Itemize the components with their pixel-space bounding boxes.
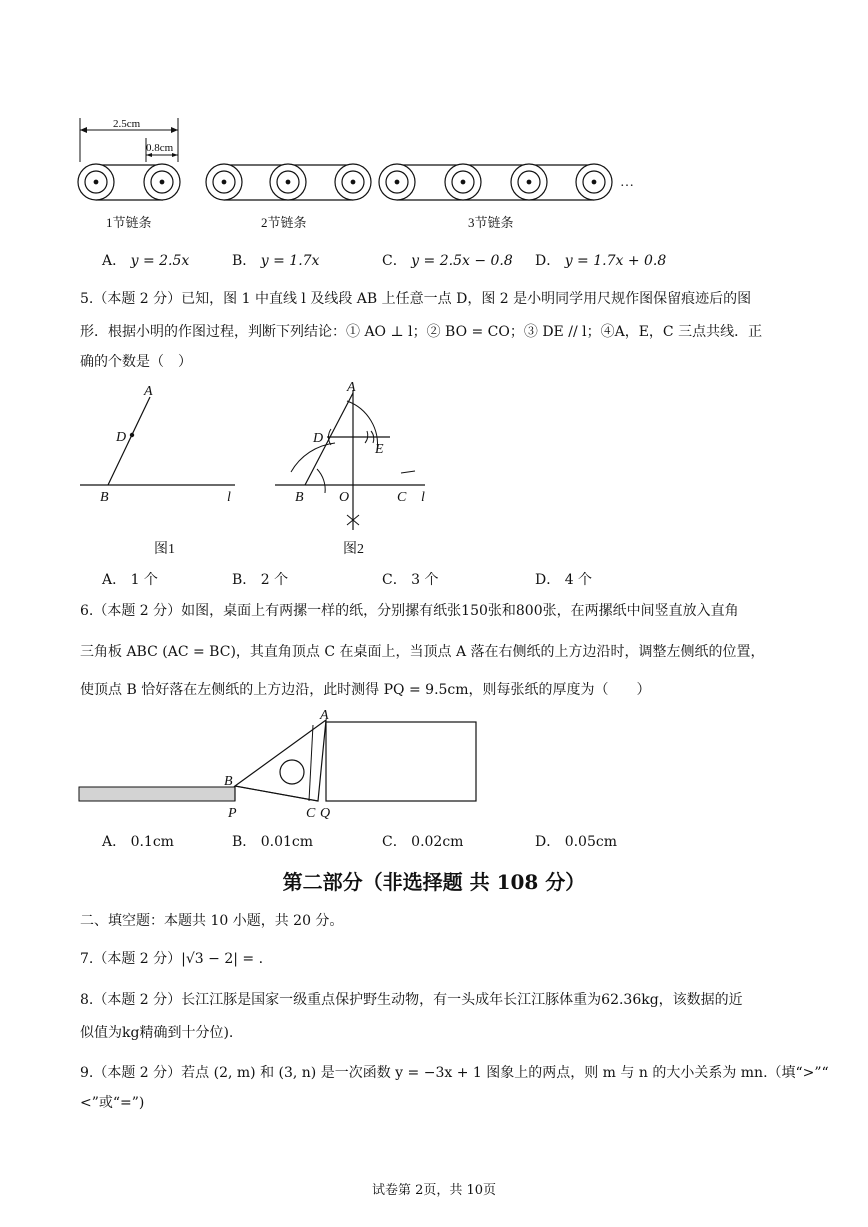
fig1-label-a: A: [144, 384, 153, 399]
ellipsis: …: [620, 175, 634, 190]
fig2-label-b: B: [295, 490, 304, 505]
fig1-label-d: D: [116, 430, 127, 445]
fig6-label-a: A: [320, 708, 329, 723]
q5-option-a: A． 1 个: [102, 572, 158, 588]
q5-figure-1: [70, 375, 250, 565]
q8-line-2: 似值为kg精确到十分位).: [80, 1025, 234, 1041]
q5-line-3: 确的个数是（ ）: [80, 354, 192, 370]
q7-text: 7.（本题 2 分）|√3 − 2| = .: [80, 951, 264, 967]
q5-option-c: C． 3 个: [382, 572, 439, 588]
q6-line-2: 三角板 ABC (AC = BC)，其直角顶点 C 在桌面上，当顶点 A 落在右侧纸的上方边沿时，调整左侧纸的位置，: [80, 644, 765, 660]
fig2-label-l: l: [421, 490, 425, 505]
chain-figure: [70, 110, 670, 240]
fig6-label-b: B: [224, 774, 233, 789]
q9-line-2: <”或“=”): [80, 1095, 145, 1111]
q5-option-b: B． 2 个: [232, 572, 289, 588]
q6-figure: [70, 705, 490, 825]
page-footer: 试卷第 2页，共 10页: [371, 1183, 497, 1198]
q4-option-c: C． y = 2.5x − 0.8: [382, 253, 513, 269]
fig2-label-e: E: [375, 442, 384, 457]
fig1-caption: 图1: [154, 542, 175, 557]
fig2-caption: 图2: [343, 542, 364, 557]
q5-option-d: D． 4 个: [535, 572, 593, 588]
fig2-label-c: C: [397, 490, 407, 505]
q6-option-d: D． 0.05cm: [535, 834, 617, 850]
label-2-link: 2节链条: [261, 215, 307, 230]
fig1-label-b: B: [100, 490, 109, 505]
label-3-link: 3节链条: [468, 215, 514, 230]
q6-option-a: A． 0.1cm: [102, 834, 174, 850]
fig2-label-o: O: [339, 490, 350, 505]
q9-line-1: 9.（本题 2 分）若点 (2, m) 和 (3, n) 是一次函数 y = −3x + 1 图象上的两点，则 m 与 n 的大小关系为 mn.（填“>”“: [80, 1065, 829, 1081]
label-1-link: 1节链条: [106, 215, 152, 230]
q6-option-c: C． 0.02cm: [382, 834, 464, 850]
fig1-label-l: l: [227, 490, 231, 505]
q8-line-1: 8.（本题 2 分）长江江豚是国家一级重点保护野生动物，有一头成年长江江豚体重为62.36kg，该数据的近: [80, 992, 743, 1008]
fig2-label-a: A: [347, 380, 356, 395]
fig6-label-p: P: [228, 806, 237, 821]
q5-figure-2: [265, 375, 455, 565]
q5-line-2: 形．根据小明的作图过程，判断下列结论：① AO ⊥ l；② BO = CO；③ DE // l；④A，E，C 三点共线．正: [80, 324, 763, 340]
fill-in-section-intro: 二、填空题：本题共 10 小题，共 20 分。: [80, 913, 344, 929]
q6-line-1: 6.（本题 2 分）如图，桌面上有两摞一样的纸，分别摞有纸张150张和800张，在两摞纸中间竖直放入直角: [80, 603, 739, 619]
dim-inner-label: 0.8cm: [146, 142, 174, 154]
q5-line-1: 5.（本题 2 分）已知，图 1 中直线 l 及线段 AB 上任意一点 D，图 2 是小明同学用尺规作图保留痕迹后的图: [80, 291, 752, 307]
q6-line-3: 使顶点 B 恰好落在左侧纸的上方边沿，此时测得 PQ = 9.5cm，则每张纸的厚度为（ ）: [80, 682, 651, 698]
q4-option-a: A． y = 2.5x: [102, 253, 190, 269]
part-2-heading: 第二部分（非选择题 共 108 分）: [282, 870, 586, 894]
q4-option-d: D． y = 1.7x + 0.8: [535, 253, 667, 269]
fig2-label-d: D: [313, 431, 324, 446]
q4-option-b: B． y = 1.7x: [232, 253, 320, 269]
q6-option-b: B． 0.01cm: [232, 834, 314, 850]
fig6-label-c: C: [306, 806, 316, 821]
fig6-label-q: Q: [320, 806, 331, 821]
dim-outer-label: 2.5cm: [113, 118, 141, 130]
